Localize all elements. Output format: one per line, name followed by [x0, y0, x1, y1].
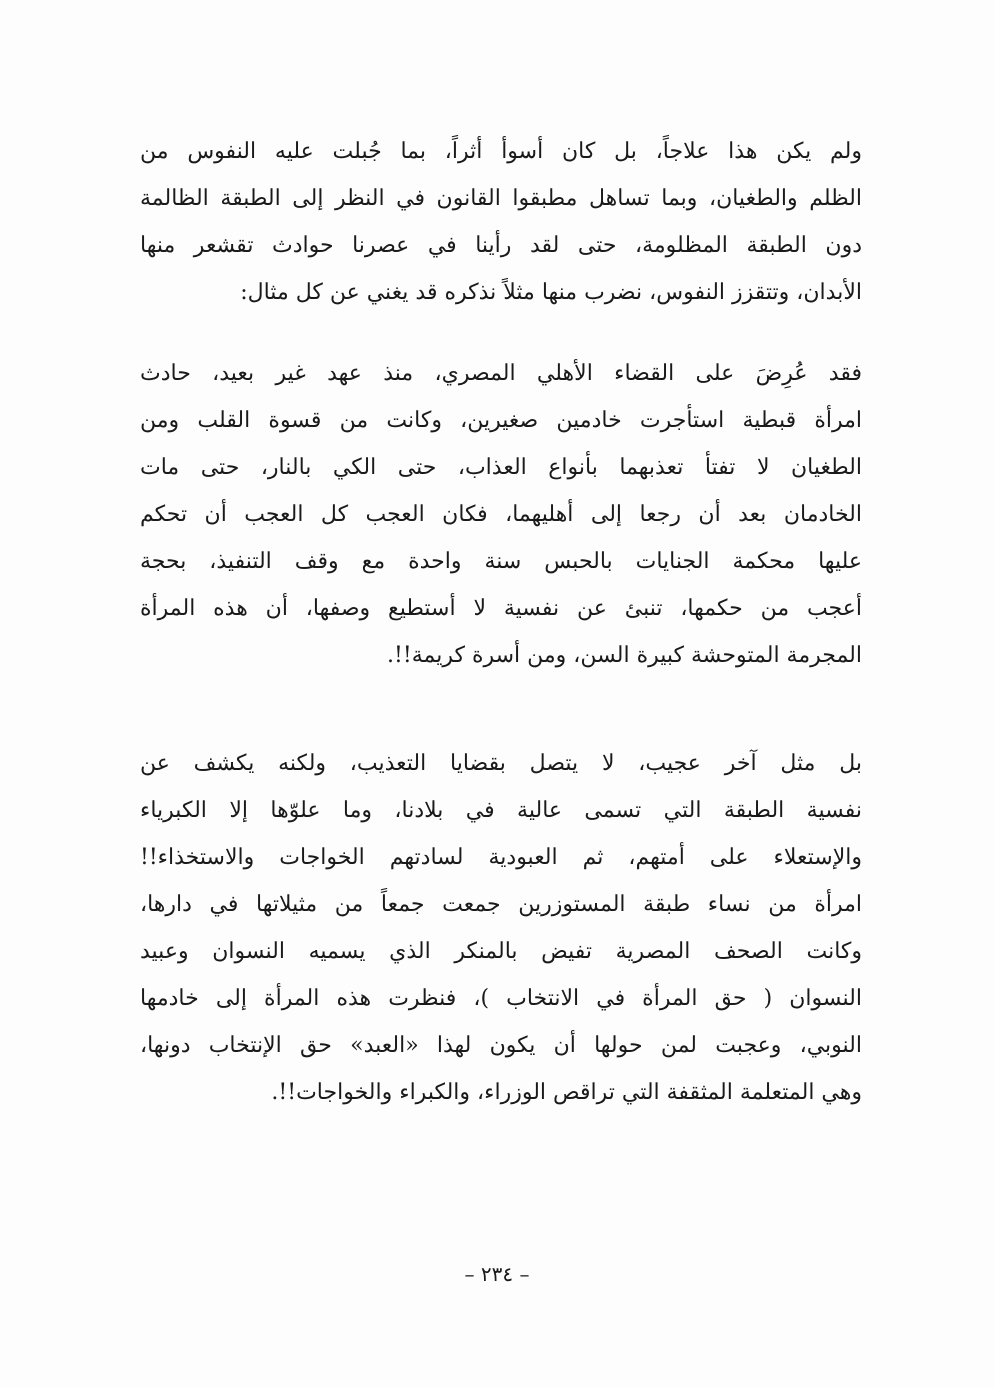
paragraph-line: الأبدان، وتتقزز النفوس، نضرب منها مثلاً نذكره قد يغني عن كل مثال:: [240, 280, 862, 305]
paragraph-3: [140, 740, 862, 1116]
paragraph-2: [140, 350, 862, 679]
paragraph-line: الخادمان بعد أن رجعا إلى أهليهما، فكان العجب كل العجب أن تحكم: [140, 502, 862, 527]
paragraph-line: النوبي، وعجبت لمن حولها أن يكون لهذا «العبد» حق الإنتخاب دونها،: [140, 1033, 862, 1058]
paragraph-line: والإستعلاء على أمتهم، ثم العبودية لسادتهم الخواجات والاستخذاء!!: [140, 845, 862, 870]
paragraph-line: وهي المتعلمة المثقفة التي تراقص الوزراء، والكبراء والخواجات!!.: [271, 1080, 862, 1105]
page-number: – ٢٣٤ –: [464, 1262, 530, 1286]
paragraph-line: امرأة من نساء طبقة المستوزرين جمعت جمعاً من مثيلاتها في دارها،: [140, 892, 862, 917]
paragraph-line: دون الطبقة المظلومة، حتى لقد رأينا في عصرنا حوادث تقشعر منها: [140, 233, 862, 258]
paragraph-line: النسوان ( حق المرأة في الانتخاب )، فنظرت هذه المرأة إلى خادمها: [140, 986, 862, 1011]
paragraph-1: [140, 128, 862, 316]
paragraph-line: بل مثل آخر عجيب، لا يتصل بقضايا التعذيب، ولكنه يكشف عن: [140, 751, 862, 776]
paragraph-line: وكانت الصحف المصرية تفيض بالمنكر الذي يسميه النسوان وعبيد: [140, 939, 862, 964]
paragraph-line: الظلم والطغيان، وبما تساهل مطبقوا القانون في النظر إلى الطبقة الظالمة: [140, 186, 862, 211]
paragraph-line: فقد عُرِضَ على القضاء الأهلي المصري، منذ عهد غير بعيد، حادث: [140, 361, 862, 386]
paragraph-line: ولم يكن هذا علاجاً، بل كان أسوأ أثراً، بما جُبلت عليه النفوس من: [140, 139, 862, 164]
paragraph-line: نفسية الطبقة التي تسمى عالية في بلادنا، وما علوّها إلا الكبرياء: [140, 798, 862, 823]
paragraph-line: أعجب من حكمها، تنبئ عن نفسية لا أستطيع وصفها، أن هذه المرأة: [140, 596, 862, 621]
paragraph-line: الطغيان لا تفتأ تعذبهما بأنواع العذاب، حتى الكي بالنار، حتى مات: [140, 455, 862, 480]
paragraph-line: امرأة قبطية استأجرت خادمين صغيرين، وكانت من قسوة القلب ومن: [140, 408, 862, 433]
paragraph-line: المجرمة المتوحشة كبيرة السن، ومن أسرة كريمة!!.: [387, 643, 862, 668]
paragraph-line: عليها محكمة الجنايات بالحبس سنة واحدة مع وقف التنفيذ، بحجة: [140, 549, 862, 574]
